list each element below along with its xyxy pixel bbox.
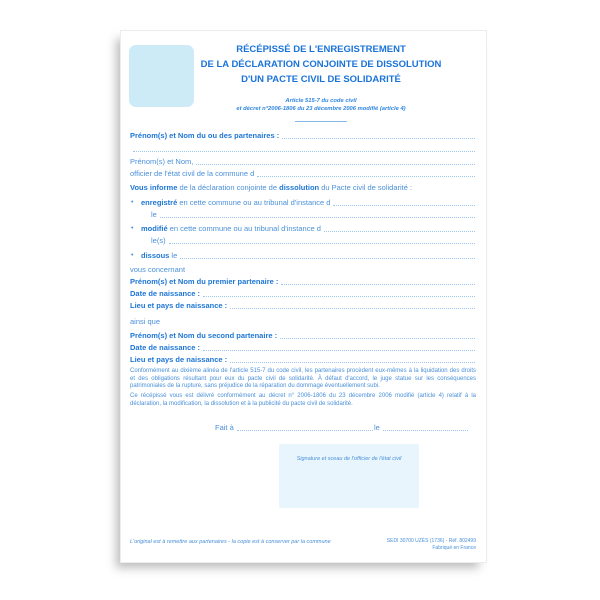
bullet-registered-bold: enregistré xyxy=(141,198,178,207)
bullet-registered-row xyxy=(130,198,476,207)
title-line-1: RÉCÉPISSÉ DE L'ENREGISTREMENT xyxy=(236,44,406,55)
partner1-birth-date-label: Date de naissance : xyxy=(130,289,201,298)
officer-commune-label: officier de l'état civil de la commune d xyxy=(130,169,255,178)
fill-line xyxy=(237,423,373,431)
partner1-birth-place-label: Lieu et pays de naissance : xyxy=(130,301,228,310)
bullet-dissolved-row xyxy=(130,251,476,260)
partner2-birth-place-row xyxy=(130,355,476,364)
footer-note: L'original est à remettre aux partenaires - la copie est à conserver par la commune xyxy=(130,539,331,545)
fill-line xyxy=(203,343,475,351)
publisher-reference: SEDI 30700 UZÈS (1736) - Réf. 802499 xyxy=(386,538,476,544)
fill-line xyxy=(196,157,475,165)
informs-mid: de la déclaration conjointe de xyxy=(177,183,280,192)
form-sheet xyxy=(120,30,487,563)
bullet-registered-text: en cette commune ou au tribunal d'instance d xyxy=(177,198,331,207)
fill-line xyxy=(383,423,468,431)
officer-name-label: Prénom(s) et Nom, xyxy=(130,157,194,166)
informs-bold-1: Vous informe xyxy=(130,183,178,192)
partner1-name-row xyxy=(130,277,476,286)
officer-name-row xyxy=(130,157,476,166)
fill-line xyxy=(257,169,475,177)
title-line-2: DE LA DÉCLARATION CONJOINTE DE DISSOLUTION xyxy=(200,59,442,70)
bullet-icon: • xyxy=(131,225,134,232)
signature-box-label: Signature et sceau de l'officier de l'état civil xyxy=(296,456,402,462)
bullet-dissolved-bold: dissous xyxy=(141,251,170,260)
bullet-modified-date-row xyxy=(130,236,476,245)
partner2-name-label: Prénom(s) et Nom du second partenaire : xyxy=(130,331,278,340)
fill-line xyxy=(333,198,475,206)
partner2-birth-date-label: Date de naissance : xyxy=(130,343,201,352)
bullet-modified-text: en cette commune ou au tribunal d'instance d xyxy=(167,224,321,233)
fill-line xyxy=(203,289,475,297)
done-at-row xyxy=(130,423,476,432)
fill-line xyxy=(180,251,475,259)
concerning-row xyxy=(130,265,476,274)
done-at-label: Fait à xyxy=(215,423,234,432)
fill-line xyxy=(230,355,475,363)
fill-line xyxy=(280,331,475,339)
partner2-birth-place-label: Lieu et pays de naissance : xyxy=(130,355,228,364)
informs-row xyxy=(130,183,476,192)
fill-line xyxy=(324,224,475,232)
fill-line xyxy=(282,131,475,139)
done-on-label: le xyxy=(374,423,380,432)
bullet-icon: • xyxy=(131,199,134,206)
as-well-as-row xyxy=(130,317,476,326)
page-title xyxy=(130,42,476,87)
subtitle-line-1: Article 515-7 du code civil xyxy=(285,98,357,104)
made-in-france-label: Fabriqué en France xyxy=(432,545,476,551)
bullet-registered-date-row xyxy=(130,210,476,219)
partners-name-row xyxy=(130,131,476,140)
fill-line xyxy=(160,210,475,218)
title-line-3: D'UN PACTE CIVIL DE SOLIDARITÉ xyxy=(241,74,401,85)
partner2-birth-date-row xyxy=(130,343,476,352)
bullet-modified-row xyxy=(130,224,476,233)
partners-name-continuation-row xyxy=(130,144,476,153)
informs-end: du Pacte civil de solidarité : xyxy=(319,183,413,192)
partner1-name-label: Prénom(s) et Nom du premier partenaire : xyxy=(130,277,279,286)
legal-reference-subtitle xyxy=(130,97,476,113)
as-well-as-label: ainsi que xyxy=(130,317,161,326)
fill-line xyxy=(169,236,475,244)
header-divider xyxy=(295,121,347,122)
bullet-modified-subline: le(s) xyxy=(151,236,166,245)
bullet-icon: • xyxy=(131,252,134,259)
informs-bold-2: dissolution xyxy=(279,183,320,192)
partner2-name-row xyxy=(130,331,476,340)
fill-line xyxy=(281,277,475,285)
partner1-birth-date-row xyxy=(130,289,476,298)
partners-name-label: Prénom(s) et Nom du ou des partenaires : xyxy=(130,131,280,140)
legal-paragraph-1: Conformément au dixième alinéa de l'article 515-7 du code civil, les partenaires procèdent eux-mêmes à la liquidation des droits et des obligations résultant pour eux du pacte civil de solidarité. À défaut d'accord, le juge statue sur les conséquences patrimoniales de la rupture, sans préjudice de la réparation du dommage éventuellement subi. xyxy=(130,368,476,390)
bullet-dissolved-text: le xyxy=(169,251,178,260)
fill-line xyxy=(230,301,475,309)
legal-paragraph-2: Ce récépissé vous est délivré conformément au décret n° 2006-1806 du 23 décembre 2006 modifié (article 4) relatif à la déclaration, la modification, la dissolution et à la publicité du pacte civil de solidarité. xyxy=(130,393,476,407)
footer-publisher xyxy=(387,538,476,552)
concerning-label: vous concernant xyxy=(130,265,186,274)
signature-box xyxy=(279,444,419,508)
partner1-birth-place-row xyxy=(130,301,476,310)
officer-commune-row xyxy=(130,169,476,178)
fill-line xyxy=(133,144,475,152)
subtitle-line-2: et décret n°2006-1806 du 23 décembre 2006 modifié (article 4) xyxy=(236,106,406,112)
bullet-registered-subline: le xyxy=(151,210,157,219)
bullet-modified-bold: modifié xyxy=(141,224,168,233)
